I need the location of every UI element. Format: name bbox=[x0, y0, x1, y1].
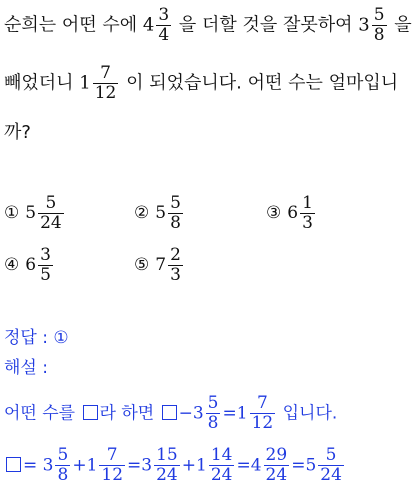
numerator: 5 bbox=[57, 445, 69, 465]
fraction bbox=[318, 446, 344, 485]
choice-3[interactable] bbox=[266, 194, 317, 233]
answer-line bbox=[4, 330, 69, 347]
numerator: 3 bbox=[40, 245, 51, 265]
denominator: 8 bbox=[57, 465, 69, 485]
choice-5[interactable] bbox=[134, 246, 185, 285]
problem-text: 을 더할 것을 잘못하여 bbox=[173, 14, 359, 36]
fraction bbox=[250, 394, 276, 433]
mixed-number-whole: 4 bbox=[142, 14, 155, 36]
choice-number: ② bbox=[134, 203, 150, 223]
equals-sign: = bbox=[23, 455, 38, 476]
explanation-line-2 bbox=[4, 446, 346, 485]
problem-line-2 bbox=[4, 64, 398, 103]
denominator: 24 bbox=[320, 465, 342, 485]
equals-sign: = bbox=[291, 455, 306, 476]
mixed-number-whole: 1 bbox=[196, 455, 207, 476]
denominator: 3 bbox=[302, 213, 313, 233]
denominator: 12 bbox=[94, 83, 117, 103]
answer-value: ① bbox=[53, 328, 69, 348]
mixed-number-whole: 1 bbox=[86, 455, 98, 476]
choice-number: ① bbox=[4, 203, 20, 223]
fraction bbox=[99, 446, 125, 485]
mixed-number-whole: 7 bbox=[155, 255, 167, 275]
fraction bbox=[264, 446, 290, 485]
numerator: 5 bbox=[207, 393, 219, 413]
choice-4[interactable] bbox=[4, 246, 55, 285]
fraction bbox=[93, 64, 119, 103]
fraction bbox=[55, 446, 70, 485]
explanation-text: 입니다. bbox=[277, 403, 338, 424]
fraction bbox=[168, 194, 183, 233]
denominator: 8 bbox=[373, 25, 385, 45]
problem-line-3 bbox=[4, 124, 31, 142]
fraction bbox=[206, 394, 221, 433]
choice-number: ④ bbox=[4, 255, 20, 275]
equals-sign: = bbox=[222, 403, 237, 424]
denominator: 3 bbox=[170, 265, 181, 285]
numerator: 7 bbox=[256, 393, 268, 413]
problem-text: 까? bbox=[4, 122, 31, 143]
mixed-number-whole: 3 bbox=[358, 14, 370, 36]
problem-text: 순희는 어떤 수에 bbox=[4, 14, 143, 36]
numerator: 5 bbox=[170, 193, 181, 213]
problem-text: 을 bbox=[388, 14, 412, 36]
denominator: 4 bbox=[158, 25, 170, 45]
denominator: 24 bbox=[265, 465, 288, 485]
mixed-number-whole: 3 bbox=[42, 455, 54, 476]
choice-1[interactable] bbox=[4, 194, 66, 233]
choice-number: ③ bbox=[266, 203, 282, 223]
blank-box-icon bbox=[162, 405, 177, 420]
explanation-label-text: 해설 : bbox=[4, 358, 48, 378]
plus-sign: + bbox=[72, 455, 87, 476]
blank-box-icon bbox=[6, 457, 21, 472]
equals-sign: = bbox=[127, 455, 142, 476]
numerator: 2 bbox=[170, 245, 181, 265]
fraction bbox=[154, 446, 180, 485]
problem-text: 이 되었습니다. 어떤 수는 얼마입니 bbox=[120, 72, 399, 94]
explanation-line-1 bbox=[4, 394, 337, 433]
mixed-number-whole: 6 bbox=[25, 255, 37, 275]
denominator: 8 bbox=[207, 413, 219, 433]
plus-sign: + bbox=[181, 455, 196, 476]
numerator: 7 bbox=[100, 63, 111, 83]
fraction bbox=[38, 194, 64, 233]
fraction bbox=[168, 246, 183, 285]
denominator: 12 bbox=[251, 413, 274, 433]
fraction bbox=[300, 194, 315, 233]
mixed-number-whole: 5 bbox=[305, 455, 317, 476]
denominator: 12 bbox=[101, 465, 124, 485]
fraction bbox=[156, 6, 171, 45]
mixed-number-whole: 1 bbox=[236, 403, 248, 424]
numerator: 5 bbox=[325, 445, 337, 465]
blank-box-icon bbox=[83, 405, 98, 420]
explanation-label bbox=[4, 360, 48, 377]
mixed-number-whole: 5 bbox=[155, 203, 167, 223]
denominator: 24 bbox=[156, 465, 178, 485]
numerator: 7 bbox=[106, 445, 118, 465]
problem-line-1 bbox=[4, 6, 412, 45]
denominator: 24 bbox=[40, 213, 62, 233]
fraction bbox=[209, 446, 235, 485]
numerator: 3 bbox=[158, 5, 170, 25]
numerator: 1 bbox=[302, 193, 313, 213]
fraction bbox=[38, 246, 53, 285]
mixed-number-whole: 1 bbox=[79, 72, 91, 94]
mixed-number-whole: 3 bbox=[141, 455, 153, 476]
mixed-number-whole: 4 bbox=[250, 455, 262, 476]
numerator: 29 bbox=[265, 445, 288, 465]
choice-number: ⑤ bbox=[134, 255, 150, 275]
equals-sign: = bbox=[236, 455, 251, 476]
minus-sign: − bbox=[178, 403, 193, 424]
denominator: 8 bbox=[170, 213, 181, 233]
numerator: 14 bbox=[210, 445, 233, 465]
denominator: 24 bbox=[210, 465, 233, 485]
mixed-number-whole: 6 bbox=[287, 203, 299, 223]
explanation-text: 라 하면 bbox=[99, 403, 160, 424]
fraction bbox=[372, 6, 387, 45]
choice-2[interactable] bbox=[134, 194, 185, 233]
problem-text: 빼었더니 bbox=[4, 72, 80, 94]
numerator: 5 bbox=[373, 5, 385, 25]
mixed-number-whole: 3 bbox=[192, 403, 204, 424]
answer-label: 정답 : bbox=[4, 328, 54, 348]
numerator: 5 bbox=[45, 193, 57, 213]
denominator: 5 bbox=[40, 265, 51, 285]
mixed-number-whole: 5 bbox=[25, 203, 37, 223]
explanation-text: 어떤 수를 bbox=[4, 403, 81, 424]
numerator: 15 bbox=[156, 445, 178, 465]
